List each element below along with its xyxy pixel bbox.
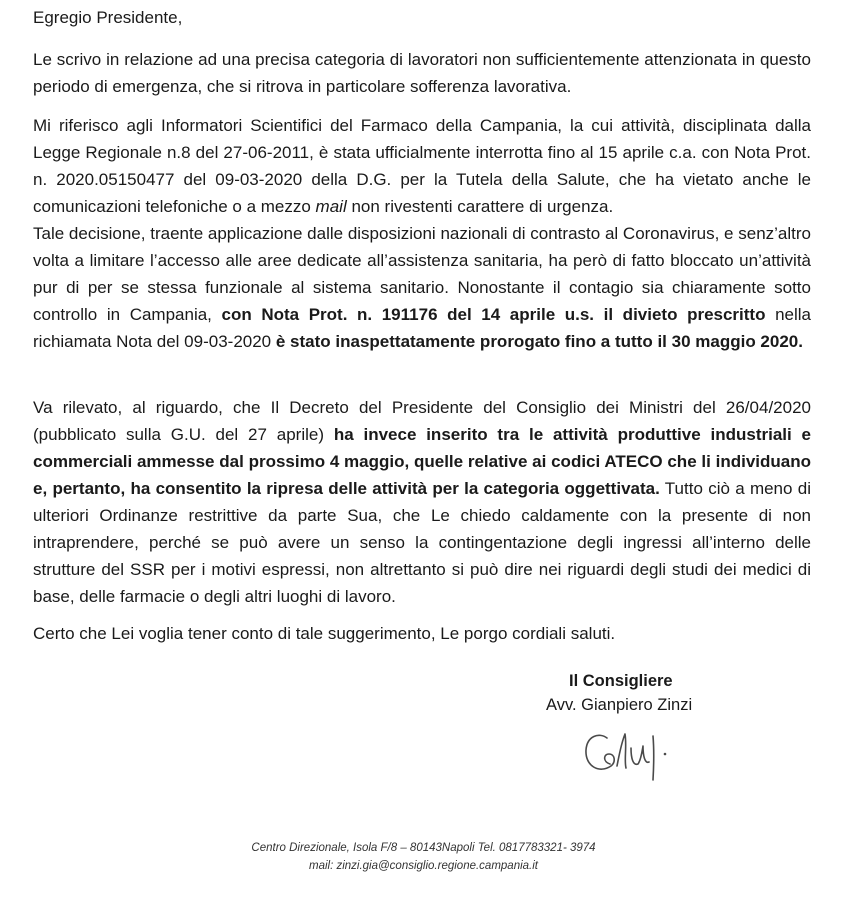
paragraph-3 xyxy=(33,220,811,355)
greeting: Egregio Presidente, xyxy=(33,8,183,27)
paragraph-4-text: Va rilevato, al riguardo, che Il Decreto del Presidente del Consiglio dei Ministri del 26/04/2020 (pubblicato sulla G.U. del 27 aprile) xyxy=(33,398,811,444)
handwritten-signature xyxy=(583,726,683,782)
paragraph-3-bold-1: con Nota Prot. n. 191176 del 14 aprile u.s. il divieto prescritto xyxy=(221,305,766,324)
signatory-name: Avv. Gianpiero Zinzi xyxy=(546,696,693,714)
paragraph-4 xyxy=(33,394,811,610)
paragraph-3-bold-2: è stato inaspettatamente prorogato fino a tutto il 30 maggio 2020. xyxy=(275,332,803,351)
footer-address: Centro Direzionale, Isola F/8 – 80143Napoli Tel. 0817783321- 3974 xyxy=(251,842,596,854)
signatory-role: Il Consigliere xyxy=(569,672,673,690)
paragraph-2-text: Mi riferisco agli Informatori Scientifici del Farmaco della Campania, la cui attività, disciplinata dalla Legge Regionale n.8 del 27-06-2011, è stata ufficialmente interrotta fino al 15 aprile c.a. con Nota Prot. n. 2020.05150477 del 09-03-2020 della D.G. per la Tutela della Salute, che ha vietato anche le comunicazioni telefoniche o a mezzo xyxy=(33,116,811,216)
paragraph-4-text-end: Tutto ciò a meno di ulteriori Ordinanze restrittive da parte Sua, che Le chiedo caldamente con la presente di non intraprendere, perché se può avere un senso la contingentazione degli ingressi all’interno delle strutture del SSR per i motivi espressi, non altrettanto si può dire nei riguardi degli studi dei medici di base, delle farmacie o degli altri luoghi di lavoro. xyxy=(33,479,811,606)
paragraph-1: Le scrivo in relazione ad una precisa categoria di lavoratori non sufficientemente attenzionata in questo periodo di emergenza, che si ritrova in particolare sofferenza lavorativa. xyxy=(33,50,811,96)
paragraph-3-text: Tale decisione, traente applicazione dalle disposizioni nazionali di contrasto al Coronavirus, e senz’altro volta a limitare l’accesso alle aree dedicate all’assistenza sanitaria, ha però di fatto bloccato un’attività pur di per se stessa funzionale al sistema sanitario. Nonostante il contagio sia chiaramente sotto controllo in Campania, xyxy=(33,224,811,324)
paragraph-4-bold: ha invece inserito tra le attività produttive industriali e commerciali ammesse dal prossimo 4 maggio, quelle relative ai codici ATECO che li individuano e, pertanto, ha consentito la ripresa delle attività per la categoria oggettivata. xyxy=(33,425,812,498)
closing-paragraph: Certo che Lei voglia tener conto di tale suggerimento, Le porgo cordiali saluti. xyxy=(33,624,616,643)
footer-email: mail: zinzi.gia@consiglio.regione.campania.it xyxy=(308,860,538,872)
paragraph-3-text-mid: nella richiamata Nota del 09-03-2020 xyxy=(33,305,812,351)
mail-emphasis: mail xyxy=(315,197,347,216)
paragraph-2-text-end: non rivestenti carattere di urgenza. xyxy=(346,197,614,216)
paragraph-2 xyxy=(33,112,811,220)
